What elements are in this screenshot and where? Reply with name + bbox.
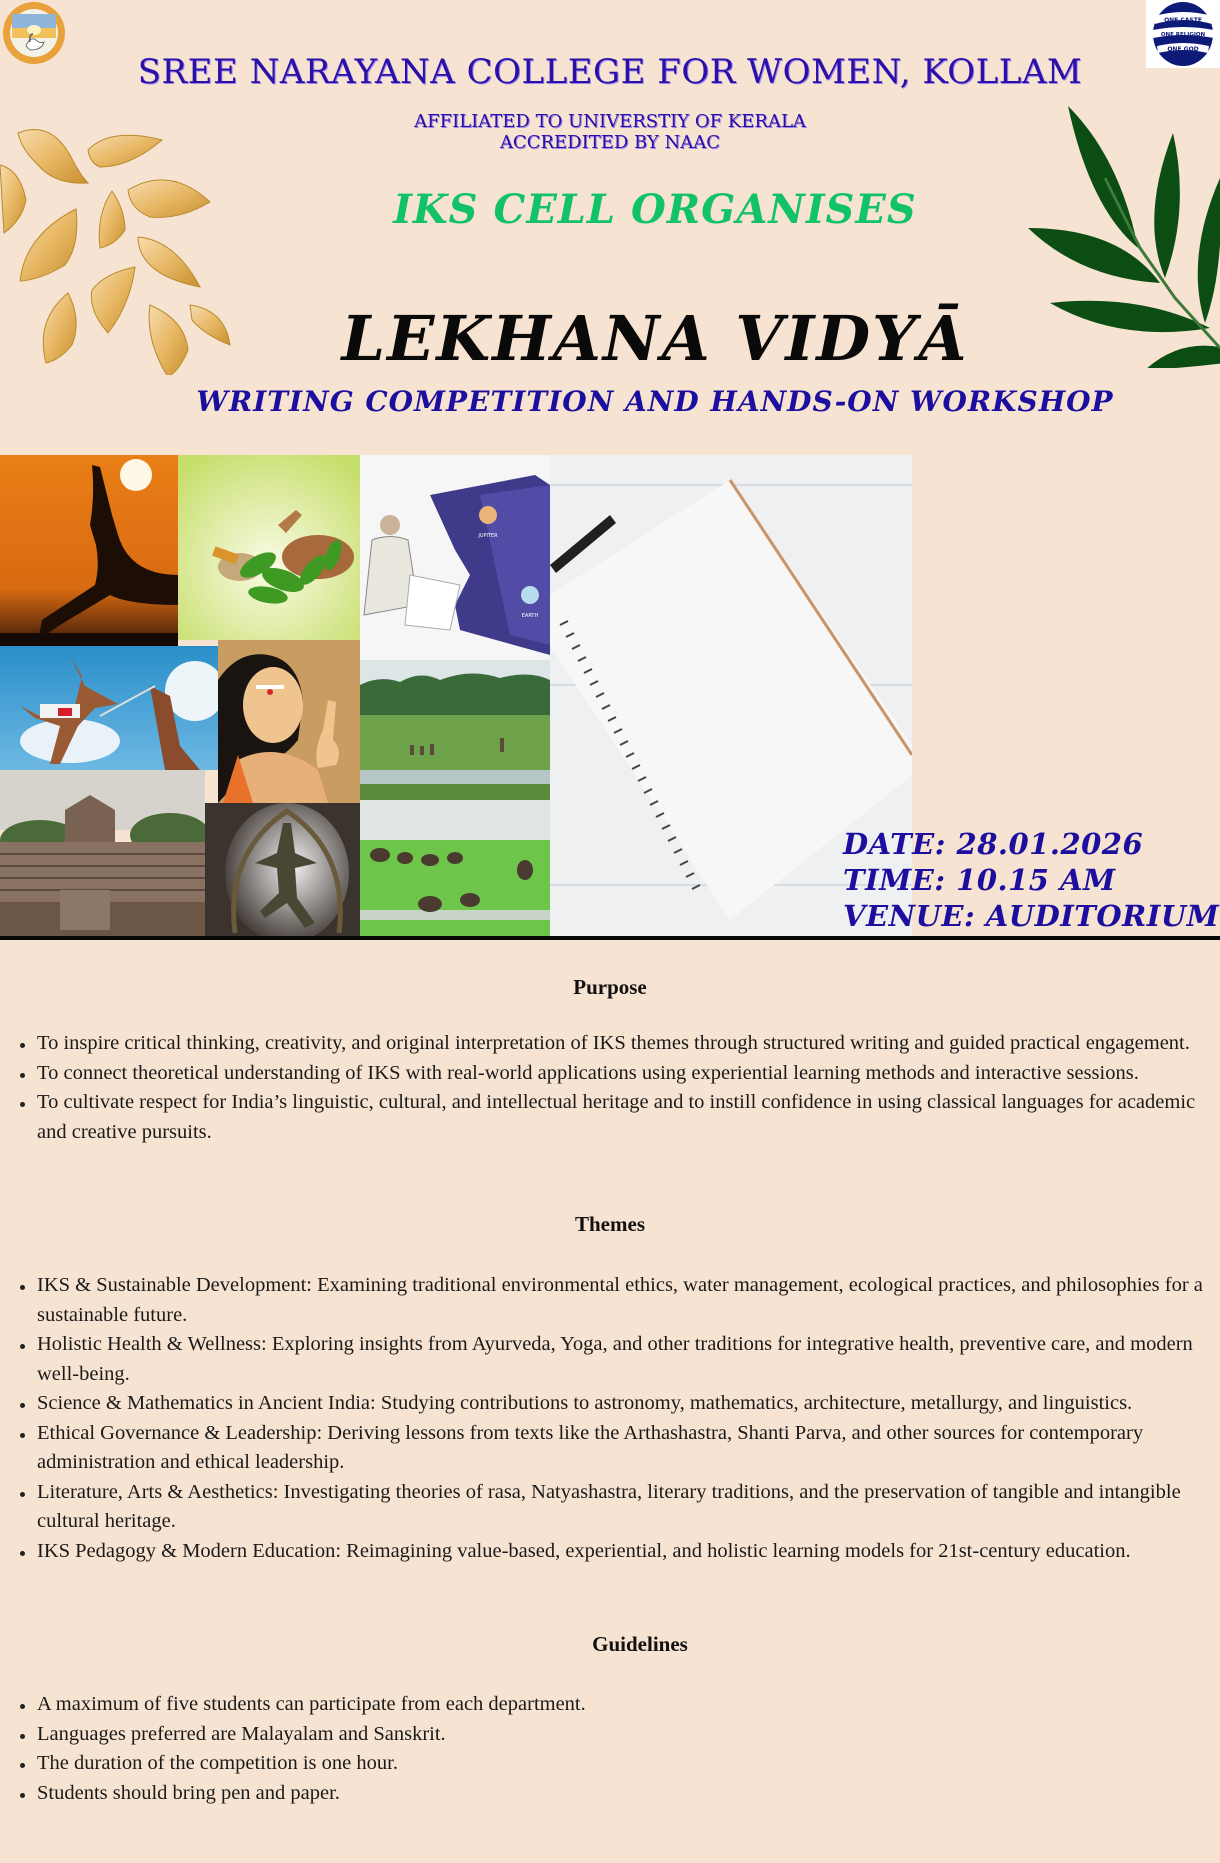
ancient-astronomer-image bbox=[360, 455, 550, 660]
affiliation-text: AFFILIATED TO UNIVERSTIY OF KERALA bbox=[414, 111, 806, 132]
event-details bbox=[843, 826, 1219, 934]
earth-label: EARTH bbox=[521, 613, 539, 619]
purpose-item: To connect theoretical understanding of IKS with real-world applications using experiential learning methods and interactive sessions. bbox=[18, 1059, 1213, 1089]
ayurvedic-herbs-image bbox=[178, 455, 360, 640]
purpose-list bbox=[18, 1029, 1213, 1147]
guideline-item: The duration of the competition is one hour. bbox=[18, 1749, 1213, 1779]
theme-item: Science & Mathematics in Ancient India: Studying contributions to astronomy, mathematics, architecture, metallurgy, and linguistics. bbox=[18, 1389, 1213, 1419]
theme-item: IKS & Sustainable Development: Examining traditional environmental ethics, water management, ecological practices, and philosophies for a sustainable future. bbox=[18, 1271, 1213, 1330]
guidelines-list bbox=[18, 1690, 1213, 1808]
event-title: LEKHANA VIDYĀ bbox=[341, 302, 969, 375]
guideline-item: Students should bring pen and paper. bbox=[18, 1779, 1213, 1809]
jupiter-label: JUPITER bbox=[478, 533, 498, 539]
event-venue: VENUE: AUDITORIUM bbox=[843, 899, 1220, 933]
nataraja-bronze-image bbox=[205, 803, 360, 938]
event-time: TIME: 10.15 AM bbox=[843, 863, 1116, 897]
emblem-line-3: ONE GOD bbox=[1167, 46, 1199, 53]
themes-list bbox=[18, 1271, 1213, 1566]
theme-item: Ethical Governance & Leadership: Deriving lessons from texts like the Arthashastra, Shanti Parva, and other sources for contemporary administration and ethical leadership. bbox=[18, 1419, 1213, 1478]
emblem-line-2: ONE RELIGION bbox=[1160, 32, 1206, 38]
guideline-item: Languages preferred are Malayalam and Sanskrit. bbox=[18, 1720, 1213, 1750]
kalaripayattu-image bbox=[0, 646, 218, 770]
accreditation-text: ACCREDITED BY NAAC bbox=[499, 132, 721, 153]
organiser-heading: IKS CELL ORGANISES bbox=[393, 186, 917, 233]
college-name: SREE NARAYANA COLLEGE FOR WOMEN, KOLLAM bbox=[137, 52, 1083, 92]
guidelines-heading: Guidelines bbox=[592, 1632, 688, 1656]
event-subtitle: WRITING COMPETITION AND HANDS-ON WORKSHOP bbox=[196, 385, 1114, 418]
theme-item: Holistic Health & Wellness: Exploring insights from Ayurveda, Yoga, and other traditions for integrative health, preventive care, and modern well-being. bbox=[18, 1330, 1213, 1389]
emblem-line-1: ONE CASTE bbox=[1164, 17, 1202, 24]
farmers-transplanting-image bbox=[360, 800, 550, 938]
paddy-field-image bbox=[360, 660, 550, 800]
iks-photo-collage bbox=[0, 455, 912, 938]
sun-temple-image bbox=[0, 770, 205, 938]
chanakya-portrait-image bbox=[218, 640, 360, 803]
event-date: DATE: 28.01.2026 bbox=[843, 827, 1144, 861]
guideline-item: A maximum of five students can participate from each department. bbox=[18, 1690, 1213, 1720]
theme-item: IKS Pedagogy & Modern Education: Reimagining value-based, experiential, and holistic learning models for 21st-century education. bbox=[18, 1537, 1213, 1567]
purpose-item: To inspire critical thinking, creativity, and original interpretation of IKS themes through structured writing and guided practical engagement. bbox=[18, 1029, 1213, 1059]
themes-heading: Themes bbox=[575, 1212, 645, 1236]
purpose-heading: Purpose bbox=[573, 975, 647, 999]
purpose-item: To cultivate respect for India’s linguistic, cultural, and intellectual heritage and to instill confidence in using classical languages for academic and creative pursuits. bbox=[18, 1088, 1213, 1147]
theme-item: Literature, Arts & Aesthetics: Investigating theories of rasa, Natyashastra, literary traditions, and the preservation of tangible and intangible cultural heritage. bbox=[18, 1478, 1213, 1537]
section-divider bbox=[0, 936, 1220, 940]
yoga-silhouette-image bbox=[0, 455, 178, 646]
